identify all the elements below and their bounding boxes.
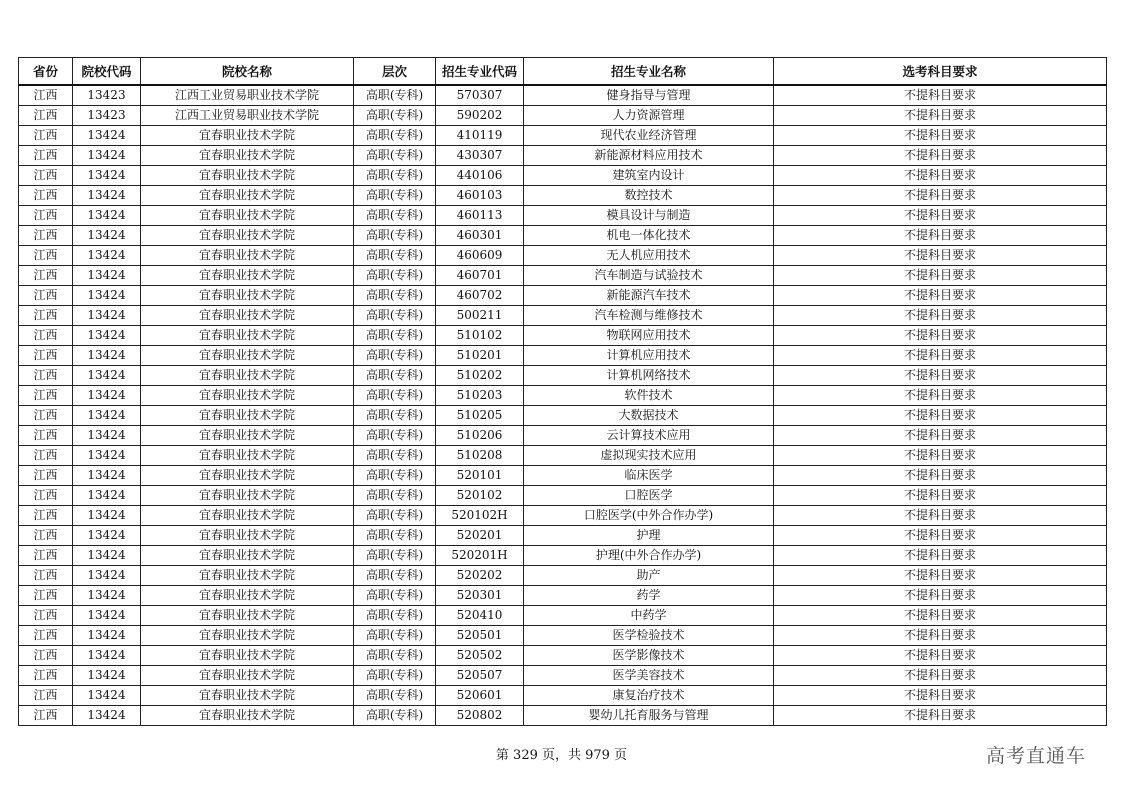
cell-school-name: 宜春职业技术学院: [141, 606, 354, 626]
table-row: [19, 366, 1107, 386]
cell-major-code: 520201: [436, 526, 524, 546]
cell-province: 江西: [19, 106, 73, 126]
cell-subject-requirement: 不提科目要求: [774, 346, 1107, 366]
cell-school-code: 13423: [73, 85, 141, 106]
cell-major-name: 计算机应用技术: [524, 346, 774, 366]
cell-school-code: 13424: [73, 666, 141, 686]
cell-school-code: 13423: [73, 106, 141, 126]
cell-major-name: 中药学: [524, 606, 774, 626]
cell-school-name: 宜春职业技术学院: [141, 146, 354, 166]
cell-school-name: 宜春职业技术学院: [141, 226, 354, 246]
cell-major-code: 460609: [436, 246, 524, 266]
cell-province: 江西: [19, 466, 73, 486]
cell-major-code: 520502: [436, 646, 524, 666]
cell-major-name: 数控技术: [524, 186, 774, 206]
cell-major-code: 460113: [436, 206, 524, 226]
table-row: [19, 246, 1107, 266]
table-row: [19, 546, 1107, 566]
cell-major-code: 520410: [436, 606, 524, 626]
cell-school-code: 13424: [73, 426, 141, 446]
table-row: [19, 206, 1107, 226]
cell-major-code: 520201H: [436, 546, 524, 566]
cell-school-code: 13424: [73, 406, 141, 426]
cell-major-name: 模具设计与制造: [524, 206, 774, 226]
cell-major-name: 建筑室内设计: [524, 166, 774, 186]
cell-major-name: 汽车制造与试验技术: [524, 266, 774, 286]
cell-school-name: 宜春职业技术学院: [141, 466, 354, 486]
cell-subject-requirement: 不提科目要求: [774, 646, 1107, 666]
cell-major-code: 510102: [436, 326, 524, 346]
table-row: [19, 486, 1107, 506]
cell-province: 江西: [19, 366, 73, 386]
cell-school-name: 宜春职业技术学院: [141, 306, 354, 326]
cell-school-code: 13424: [73, 126, 141, 146]
cell-level: 高职(专科): [354, 85, 436, 106]
cell-level: 高职(专科): [354, 526, 436, 546]
cell-province: 江西: [19, 126, 73, 146]
cell-major-code: 510203: [436, 386, 524, 406]
header-level: 层次: [354, 58, 436, 86]
cell-major-code: 520501: [436, 626, 524, 646]
cell-level: 高职(专科): [354, 666, 436, 686]
cell-major-name: 大数据技术: [524, 406, 774, 426]
cell-province: 江西: [19, 206, 73, 226]
table-row: [19, 166, 1107, 186]
cell-province: 江西: [19, 706, 73, 726]
cell-major-name: 新能源汽车技术: [524, 286, 774, 306]
cell-province: 江西: [19, 486, 73, 506]
cell-school-name: 江西工业贸易职业技术学院: [141, 85, 354, 106]
cell-subject-requirement: 不提科目要求: [774, 326, 1107, 346]
cell-school-name: 宜春职业技术学院: [141, 526, 354, 546]
table-row: [19, 286, 1107, 306]
cell-province: 江西: [19, 526, 73, 546]
cell-level: 高职(专科): [354, 386, 436, 406]
watermark-text: 高考直通车: [986, 745, 1087, 767]
cell-major-name: 计算机网络技术: [524, 366, 774, 386]
cell-major-code: 520601: [436, 686, 524, 706]
table-row: [19, 446, 1107, 466]
cell-province: 江西: [19, 446, 73, 466]
cell-level: 高职(专科): [354, 286, 436, 306]
cell-level: 高职(专科): [354, 646, 436, 666]
cell-school-code: 13424: [73, 266, 141, 286]
table-row: [19, 386, 1107, 406]
cell-major-code: 510202: [436, 366, 524, 386]
header-row: [19, 58, 1107, 86]
cell-level: 高职(专科): [354, 486, 436, 506]
cell-province: 江西: [19, 626, 73, 646]
cell-subject-requirement: 不提科目要求: [774, 666, 1107, 686]
cell-major-name: 口腔医学: [524, 486, 774, 506]
cell-school-name: 宜春职业技术学院: [141, 546, 354, 566]
cell-subject-requirement: 不提科目要求: [774, 386, 1107, 406]
header-province: 省份: [19, 58, 73, 86]
cell-school-code: 13424: [73, 446, 141, 466]
table-row: [19, 146, 1107, 166]
cell-major-code: 520802: [436, 706, 524, 726]
table-row: [19, 586, 1107, 606]
cell-province: 江西: [19, 226, 73, 246]
header-major-code: 招生专业代码: [436, 58, 524, 86]
cell-subject-requirement: 不提科目要求: [774, 626, 1107, 646]
cell-school-code: 13424: [73, 486, 141, 506]
cell-level: 高职(专科): [354, 706, 436, 726]
table-row: [19, 126, 1107, 146]
cell-school-name: 宜春职业技术学院: [141, 406, 354, 426]
cell-major-name: 医学检验技术: [524, 626, 774, 646]
cell-subject-requirement: 不提科目要求: [774, 586, 1107, 606]
cell-subject-requirement: 不提科目要求: [774, 226, 1107, 246]
cell-level: 高职(专科): [354, 586, 436, 606]
table-row: [19, 426, 1107, 446]
table-row: [19, 606, 1107, 626]
table-row: [19, 226, 1107, 246]
table-header: [19, 58, 1107, 86]
cell-school-name: 宜春职业技术学院: [141, 686, 354, 706]
header-subject-requirement: 选考科目要求: [774, 58, 1107, 86]
cell-school-name: 宜春职业技术学院: [141, 426, 354, 446]
cell-major-code: 510206: [436, 426, 524, 446]
cell-level: 高职(专科): [354, 346, 436, 366]
cell-province: 江西: [19, 346, 73, 366]
table-row: [19, 626, 1107, 646]
cell-major-name: 康复治疗技术: [524, 686, 774, 706]
table-row: [19, 326, 1107, 346]
cell-school-code: 13424: [73, 506, 141, 526]
cell-province: 江西: [19, 166, 73, 186]
table-row: [19, 506, 1107, 526]
cell-subject-requirement: 不提科目要求: [774, 446, 1107, 466]
cell-school-name: 宜春职业技术学院: [141, 626, 354, 646]
cell-school-name: 宜春职业技术学院: [141, 506, 354, 526]
cell-subject-requirement: 不提科目要求: [774, 166, 1107, 186]
cell-subject-requirement: 不提科目要求: [774, 706, 1107, 726]
cell-province: 江西: [19, 186, 73, 206]
cell-school-name: 江西工业贸易职业技术学院: [141, 106, 354, 126]
table-row: [19, 686, 1107, 706]
cell-school-name: 宜春职业技术学院: [141, 246, 354, 266]
cell-subject-requirement: 不提科目要求: [774, 286, 1107, 306]
cell-province: 江西: [19, 306, 73, 326]
cell-school-code: 13424: [73, 206, 141, 226]
cell-major-name: 护理: [524, 526, 774, 546]
cell-level: 高职(专科): [354, 186, 436, 206]
cell-school-name: 宜春职业技术学院: [141, 666, 354, 686]
cell-level: 高职(专科): [354, 426, 436, 446]
cell-level: 高职(专科): [354, 686, 436, 706]
table-row: [19, 186, 1107, 206]
cell-major-code: 460301: [436, 226, 524, 246]
cell-major-name: 软件技术: [524, 386, 774, 406]
cell-school-code: 13424: [73, 346, 141, 366]
cell-school-name: 宜春职业技术学院: [141, 206, 354, 226]
cell-subject-requirement: 不提科目要求: [774, 206, 1107, 226]
cell-major-code: 590202: [436, 106, 524, 126]
cell-major-name: 汽车检测与维修技术: [524, 306, 774, 326]
cell-major-code: 520202: [436, 566, 524, 586]
cell-school-name: 宜春职业技术学院: [141, 566, 354, 586]
cell-province: 江西: [19, 286, 73, 306]
cell-level: 高职(专科): [354, 326, 436, 346]
table-row: [19, 526, 1107, 546]
cell-province: 江西: [19, 606, 73, 626]
cell-level: 高职(专科): [354, 446, 436, 466]
cell-school-code: 13424: [73, 526, 141, 546]
cell-major-code: 510201: [436, 346, 524, 366]
cell-subject-requirement: 不提科目要求: [774, 566, 1107, 586]
cell-major-code: 510208: [436, 446, 524, 466]
header-major-name: 招生专业名称: [524, 58, 774, 86]
cell-school-code: 13424: [73, 466, 141, 486]
cell-province: 江西: [19, 386, 73, 406]
cell-province: 江西: [19, 686, 73, 706]
cell-level: 高职(专科): [354, 246, 436, 266]
cell-major-name: 临床医学: [524, 466, 774, 486]
cell-school-code: 13424: [73, 146, 141, 166]
cell-subject-requirement: 不提科目要求: [774, 106, 1107, 126]
cell-subject-requirement: 不提科目要求: [774, 546, 1107, 566]
cell-major-name: 云计算技术应用: [524, 426, 774, 446]
cell-level: 高职(专科): [354, 466, 436, 486]
cell-major-name: 现代农业经济管理: [524, 126, 774, 146]
cell-major-name: 口腔医学(中外合作办学): [524, 506, 774, 526]
cell-major-name: 健身指导与管理: [524, 85, 774, 106]
cell-province: 江西: [19, 146, 73, 166]
table-row: [19, 666, 1107, 686]
cell-major-name: 助产: [524, 566, 774, 586]
cell-major-code: 520101: [436, 466, 524, 486]
cell-school-code: 13424: [73, 546, 141, 566]
cell-province: 江西: [19, 426, 73, 446]
header-school-name: 院校名称: [141, 58, 354, 86]
cell-level: 高职(专科): [354, 206, 436, 226]
cell-school-name: 宜春职业技术学院: [141, 326, 354, 346]
cell-subject-requirement: 不提科目要求: [774, 186, 1107, 206]
cell-school-code: 13424: [73, 626, 141, 646]
table-row: [19, 646, 1107, 666]
cell-school-code: 13424: [73, 326, 141, 346]
cell-level: 高职(专科): [354, 566, 436, 586]
cell-level: 高职(专科): [354, 306, 436, 326]
cell-school-name: 宜春职业技术学院: [141, 266, 354, 286]
table-row: [19, 346, 1107, 366]
cell-school-code: 13424: [73, 226, 141, 246]
cell-major-code: 440106: [436, 166, 524, 186]
cell-school-name: 宜春职业技术学院: [141, 706, 354, 726]
cell-major-code: 500211: [436, 306, 524, 326]
cell-major-code: 570307: [436, 85, 524, 106]
cell-school-name: 宜春职业技术学院: [141, 126, 354, 146]
cell-province: 江西: [19, 266, 73, 286]
table-row: [19, 106, 1107, 126]
table-row: [19, 566, 1107, 586]
cell-subject-requirement: 不提科目要求: [774, 406, 1107, 426]
header-school-code: 院校代码: [73, 58, 141, 86]
cell-major-name: 机电一体化技术: [524, 226, 774, 246]
cell-level: 高职(专科): [354, 546, 436, 566]
cell-school-name: 宜春职业技术学院: [141, 186, 354, 206]
cell-school-code: 13424: [73, 606, 141, 626]
table-row: [19, 85, 1107, 106]
cell-major-name: 护理(中外合作办学): [524, 546, 774, 566]
cell-province: 江西: [19, 646, 73, 666]
cell-level: 高职(专科): [354, 626, 436, 646]
cell-province: 江西: [19, 406, 73, 426]
table-row: [19, 266, 1107, 286]
cell-major-code: 460103: [436, 186, 524, 206]
table-row: [19, 306, 1107, 326]
cell-major-name: 人力资源管理: [524, 106, 774, 126]
cell-level: 高职(专科): [354, 146, 436, 166]
cell-level: 高职(专科): [354, 106, 436, 126]
admissions-table: [18, 57, 1107, 726]
cell-province: 江西: [19, 546, 73, 566]
cell-subject-requirement: 不提科目要求: [774, 126, 1107, 146]
page-number: 第 329 页，共 979 页: [495, 748, 628, 763]
table-row: [19, 706, 1107, 726]
cell-major-code: 430307: [436, 146, 524, 166]
cell-province: 江西: [19, 326, 73, 346]
cell-subject-requirement: 不提科目要求: [774, 266, 1107, 286]
cell-province: 江西: [19, 566, 73, 586]
cell-school-code: 13424: [73, 566, 141, 586]
cell-major-code: 520102: [436, 486, 524, 506]
cell-major-name: 物联网应用技术: [524, 326, 774, 346]
cell-subject-requirement: 不提科目要求: [774, 366, 1107, 386]
cell-school-code: 13424: [73, 706, 141, 726]
cell-subject-requirement: 不提科目要求: [774, 506, 1107, 526]
cell-subject-requirement: 不提科目要求: [774, 306, 1107, 326]
cell-level: 高职(专科): [354, 366, 436, 386]
cell-province: 江西: [19, 506, 73, 526]
cell-school-name: 宜春职业技术学院: [141, 386, 354, 406]
cell-subject-requirement: 不提科目要求: [774, 426, 1107, 446]
cell-school-name: 宜春职业技术学院: [141, 346, 354, 366]
cell-province: 江西: [19, 85, 73, 106]
table-row: [19, 406, 1107, 426]
cell-subject-requirement: 不提科目要求: [774, 486, 1107, 506]
cell-major-code: 520301: [436, 586, 524, 606]
cell-school-code: 13424: [73, 306, 141, 326]
cell-school-name: 宜春职业技术学院: [141, 286, 354, 306]
cell-province: 江西: [19, 586, 73, 606]
cell-level: 高职(专科): [354, 506, 436, 526]
cell-major-name: 虚拟现实技术应用: [524, 446, 774, 466]
table-row: [19, 466, 1107, 486]
cell-province: 江西: [19, 666, 73, 686]
cell-school-code: 13424: [73, 366, 141, 386]
cell-school-code: 13424: [73, 286, 141, 306]
cell-school-name: 宜春职业技术学院: [141, 646, 354, 666]
cell-major-code: 460701: [436, 266, 524, 286]
cell-subject-requirement: 不提科目要求: [774, 606, 1107, 626]
cell-level: 高职(专科): [354, 606, 436, 626]
cell-major-name: 药学: [524, 586, 774, 606]
cell-major-code: 520507: [436, 666, 524, 686]
cell-school-name: 宜春职业技术学院: [141, 166, 354, 186]
cell-level: 高职(专科): [354, 406, 436, 426]
cell-school-code: 13424: [73, 646, 141, 666]
cell-major-code: 510205: [436, 406, 524, 426]
cell-school-name: 宜春职业技术学院: [141, 486, 354, 506]
cell-school-code: 13424: [73, 246, 141, 266]
cell-major-code: 410119: [436, 126, 524, 146]
cell-school-code: 13424: [73, 186, 141, 206]
cell-province: 江西: [19, 246, 73, 266]
cell-level: 高职(专科): [354, 126, 436, 146]
cell-major-name: 新能源材料应用技术: [524, 146, 774, 166]
cell-school-code: 13424: [73, 166, 141, 186]
cell-subject-requirement: 不提科目要求: [774, 246, 1107, 266]
cell-school-name: 宜春职业技术学院: [141, 366, 354, 386]
cell-subject-requirement: 不提科目要求: [774, 686, 1107, 706]
cell-level: 高职(专科): [354, 166, 436, 186]
cell-subject-requirement: 不提科目要求: [774, 466, 1107, 486]
cell-major-name: 无人机应用技术: [524, 246, 774, 266]
cell-school-code: 13424: [73, 686, 141, 706]
cell-major-code: 520102H: [436, 506, 524, 526]
cell-school-name: 宜春职业技术学院: [141, 586, 354, 606]
cell-major-name: 医学美容技术: [524, 666, 774, 686]
cell-major-name: 医学影像技术: [524, 646, 774, 666]
cell-school-code: 13424: [73, 386, 141, 406]
table-body: [19, 85, 1107, 726]
cell-major-name: 婴幼儿托育服务与管理: [524, 706, 774, 726]
cell-level: 高职(专科): [354, 266, 436, 286]
cell-major-code: 460702: [436, 286, 524, 306]
cell-level: 高职(专科): [354, 226, 436, 246]
cell-school-name: 宜春职业技术学院: [141, 446, 354, 466]
cell-subject-requirement: 不提科目要求: [774, 526, 1107, 546]
cell-subject-requirement: 不提科目要求: [774, 85, 1107, 106]
cell-subject-requirement: 不提科目要求: [774, 146, 1107, 166]
cell-school-code: 13424: [73, 586, 141, 606]
